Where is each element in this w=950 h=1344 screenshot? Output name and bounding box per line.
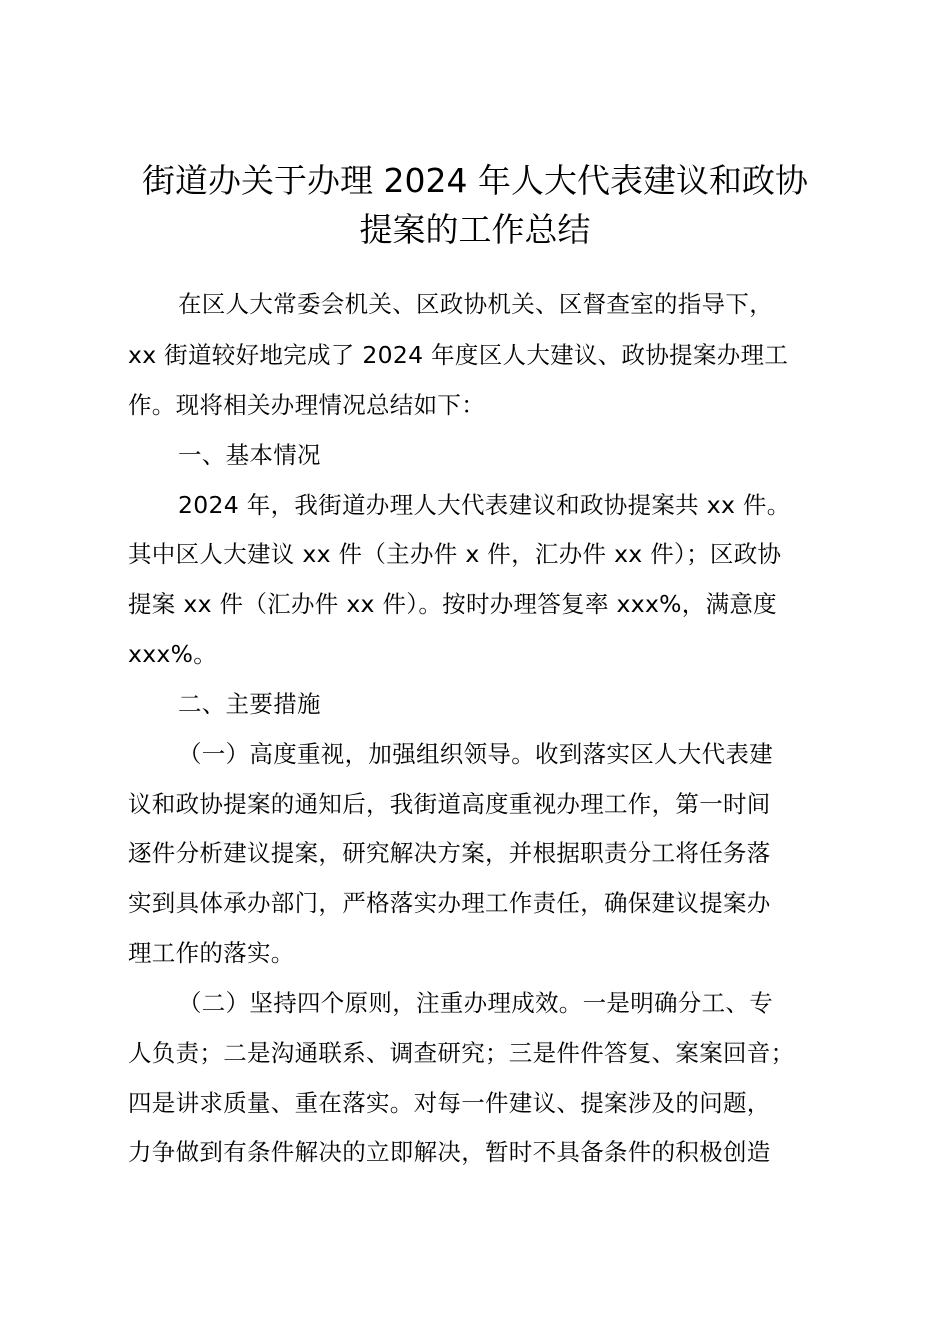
body-line-1: 在区人大常委会机关、区政协机关、区督查室的指导下， [178, 290, 773, 318]
body-line-14: 理工作的落实。 [128, 939, 295, 967]
body-line-7: 提案 xx 件（汇办件 xx 件）。按时办理答复率 xxx%，满意度 [128, 590, 777, 618]
body-line-13: 实到具体承办部门，严格落实办理工作责任，确保建议提案办 [128, 889, 771, 917]
body-line-18: 力争做到有条件解决的立即解决，暂时不具备条件的积极创造 [128, 1138, 771, 1166]
body-line-17: 四是讲求质量、重在落实。对每一件建议、提案涉及的问题， [128, 1089, 771, 1117]
body-line-8: xxx%。 [128, 640, 218, 668]
body-line-5: 2024 年，我街道办理人大代表建议和政协提案共 xx 件。 [178, 491, 791, 519]
body-line-15: （二）坚持四个原则，注重办理成效。一是明确分工、专 [178, 989, 773, 1017]
body-line-10: （一）高度重视，加强组织领导。收到落实区人大代表建 [178, 740, 773, 768]
body-line-16: 人负责；二是沟通联系、调查研究；三是件件答复、案案回音； [128, 1039, 795, 1067]
body-line-11: 议和政协提案的通知后，我街道高度重视办理工作，第一时间 [128, 790, 771, 818]
body-line-12: 逐件分析建议提案，研究解决方案，并根据职责分工将任务落 [128, 839, 771, 867]
document-title-line-2: 提案的工作总结 [359, 210, 591, 249]
document-title-line-1: 街道办关于办理 2024 年人大代表建议和政协 [142, 161, 808, 200]
body-line-3: 作。现将相关办理情况总结如下： [128, 391, 485, 419]
section-heading-measures: 二、主要措施 [178, 690, 321, 718]
body-line-6: 其中区人大建议 xx 件（主办件 x 件，汇办件 xx 件）；区政协 [128, 540, 782, 568]
section-heading-basic: 一、基本情况 [178, 441, 321, 469]
body-line-2: xx 街道较好地完成了 2024 年度区人大建议、政协提案办理工 [128, 341, 789, 369]
